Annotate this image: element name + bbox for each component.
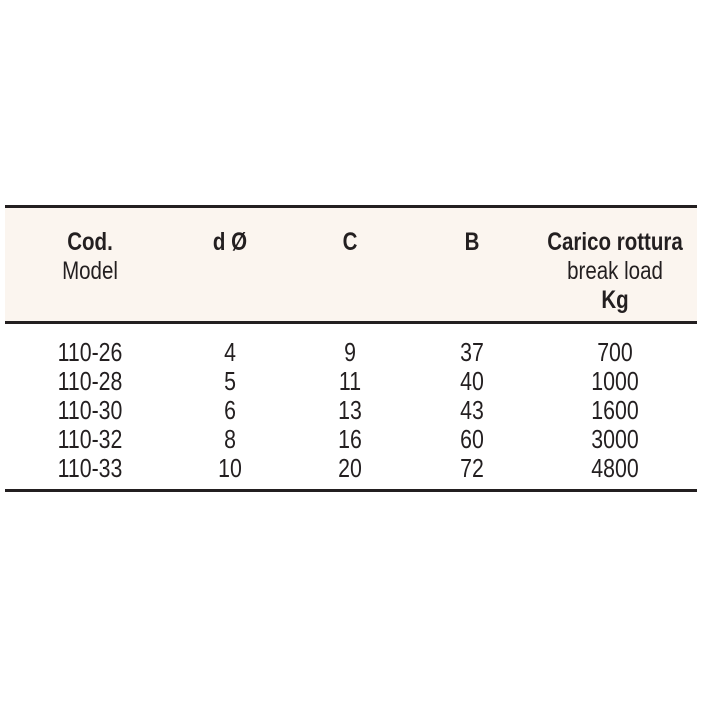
cell-load: 1000 <box>591 366 639 396</box>
cell-b: 37 <box>460 337 484 367</box>
cell-c: 11 <box>338 366 362 396</box>
table-row <box>5 338 697 367</box>
header-break-load <box>533 228 697 315</box>
cell-model: 110-33 <box>57 453 123 483</box>
table-row <box>5 367 697 396</box>
table-row <box>5 396 697 425</box>
header-d <box>169 228 292 257</box>
cell-model: 110-30 <box>57 395 123 425</box>
cell-d: 6 <box>224 395 236 425</box>
header-load-sub: break load <box>567 257 663 285</box>
table-row <box>5 454 697 483</box>
cell-load: 3000 <box>591 424 639 454</box>
table-body <box>5 324 697 492</box>
cell-model: 110-32 <box>57 424 123 454</box>
cell-model: 110-26 <box>57 337 123 367</box>
table-row <box>5 425 697 454</box>
cell-model: 110-28 <box>57 366 123 396</box>
cell-b: 72 <box>460 453 484 483</box>
header-d-main: d Ø <box>212 228 248 256</box>
header-b-main: B <box>464 228 480 256</box>
header-model-sub: Model <box>62 257 118 285</box>
cell-c: 16 <box>338 424 362 454</box>
cell-b: 43 <box>460 395 484 425</box>
cell-load: 4800 <box>591 453 639 483</box>
cell-c: 9 <box>344 337 356 367</box>
cell-d: 4 <box>224 337 236 367</box>
header-c-main: C <box>342 228 358 256</box>
spec-table <box>5 205 697 492</box>
header-load-main: Carico rottura <box>547 228 683 256</box>
header-load-unit: Kg <box>601 286 629 314</box>
header-c <box>289 228 412 257</box>
cell-d: 10 <box>218 453 242 483</box>
header-model-main: Cod. <box>67 228 113 256</box>
cell-c: 13 <box>338 395 362 425</box>
cell-b: 40 <box>460 366 484 396</box>
header-model <box>20 228 159 286</box>
cell-b: 60 <box>460 424 484 454</box>
table-header <box>5 205 697 324</box>
header-b <box>411 228 534 257</box>
cell-d: 8 <box>224 424 236 454</box>
cell-load: 1600 <box>591 395 639 425</box>
cell-d: 5 <box>224 366 236 396</box>
cell-c: 20 <box>338 453 362 483</box>
cell-load: 700 <box>597 337 633 367</box>
